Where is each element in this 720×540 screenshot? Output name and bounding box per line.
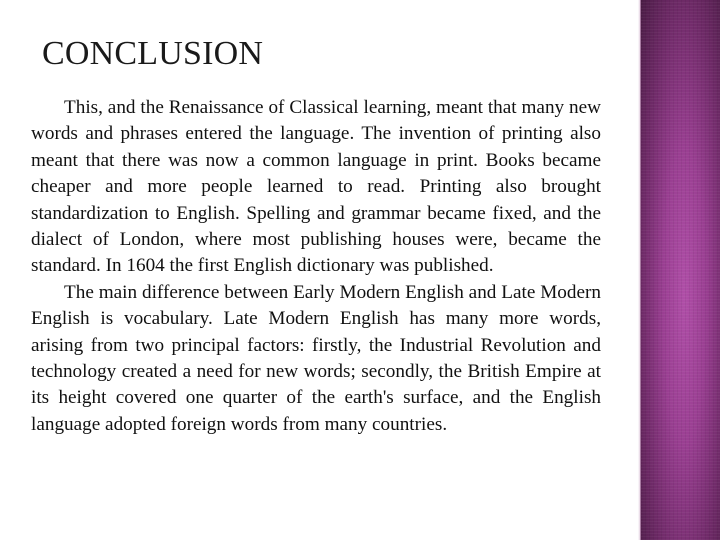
paragraph-1: This, and the Renaissance of Classical learning, meant that many new words and phrases entered the language. The invention of printing also meant that there was now a common language in print. Books became cheaper and more people learned to read. Printing also brought standardization to English. Spelling and grammar became fixed, and the dialect of London, where most publishing houses were, became the standard. In 1604 the first English dictionary was published. [31,97,601,277]
slide-body [31,95,601,438]
decorative-side-band [641,0,720,540]
paragraph-2: The main difference between Early Modern English and Late Modern English is vocabulary. Late Modern English has many more words, arising from two principal factors: firstly, the Industrial Revolution and technology created a need for new words; secondly, the British Empire at its height covered one quarter of the earth's surface, and the English language adopted foreign words from many countries. [31,281,601,435]
slide-title: CONCLUSION [42,35,264,72]
